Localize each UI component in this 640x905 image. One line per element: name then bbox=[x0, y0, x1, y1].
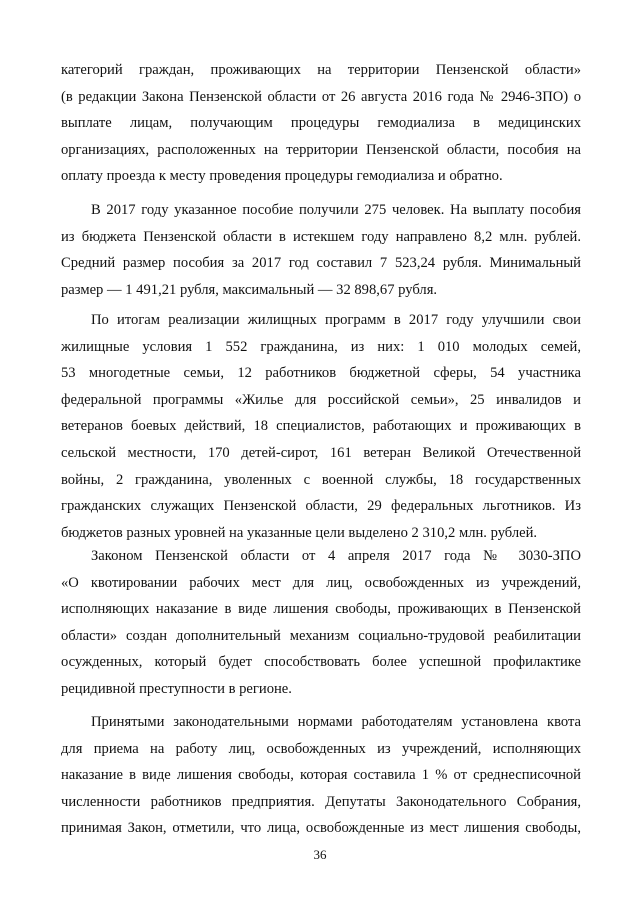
text-line: По итогам реализации жилищных программ в 2017 году улучшили свои bbox=[91, 312, 581, 328]
text-line: сельской местности, 170 детей-сирот, 161 ветеран Великой Отечественной bbox=[61, 444, 581, 461]
text-line: войны, 2 гражданина, уволенных с военной службы, 18 государственных bbox=[61, 471, 581, 488]
text-line: бюджетов разных уровней на указанные цели выделено 2 310,2 млн. рублей. bbox=[61, 524, 538, 541]
paragraph-4 bbox=[61, 543, 581, 703]
text-line: «О квотировании рабочих мест для лиц, освобожденных из учреждений, bbox=[61, 574, 581, 591]
text-line: Средний размер пособия за 2017 год составил 7 523,24 рубля. Минимальный bbox=[61, 255, 581, 272]
text-line: численности работников предприятия. Депутаты Законодательного Собрания, bbox=[61, 793, 581, 810]
paragraph-5 bbox=[61, 709, 581, 842]
paragraph-2 bbox=[61, 197, 581, 303]
text-line: выплате лицам, получающим процедуры гемодиализа в медицинских bbox=[61, 115, 581, 132]
page-number: 36 bbox=[313, 847, 327, 862]
text-line: 53 многодетные семьи, 12 работников бюджетной сферы, 54 участника bbox=[61, 365, 581, 382]
paragraph-3 bbox=[61, 307, 581, 546]
text-line: для приема на работу лиц, освобожденных из учреждений, исполняющих bbox=[61, 740, 581, 757]
text-line: наказание в виде лишения свободы, которая составила 1 % от среднесписочной bbox=[61, 767, 581, 784]
paragraph-1 bbox=[61, 57, 581, 190]
text-line: организациях, расположенных на территории Пензенской области, пособия на bbox=[61, 141, 581, 158]
text-line: Принятыми законодательными нормами работодателям установлена квота bbox=[91, 714, 581, 730]
text-line: принимая Закон, отметили, что лица, освобожденные из мест лишения свободы, bbox=[61, 820, 581, 837]
text-line: области» создан дополнительный механизм социально-трудовой реабилитации bbox=[61, 627, 581, 644]
text-line: оплату проезда к месту проведения процедуры гемодиализа и обратно. bbox=[61, 168, 503, 185]
text-line: рецидивной преступности в регионе. bbox=[61, 680, 292, 697]
text-line: размер — 1 491,21 рубля, максимальный — 32 898,67 рубля. bbox=[61, 281, 438, 298]
text-line: Законом Пензенской области от 4 апреля 2017 года № 3030-ЗПО bbox=[91, 548, 581, 564]
text-line: из бюджета Пензенской области в истекшем году направлено 8,2 млн. рублей. bbox=[61, 228, 581, 245]
text-line: категорий граждан, проживающих на территории Пензенской области» bbox=[61, 62, 581, 78]
text-line: ветеранов боевых действий, 18 специалистов, работающих и проживающих в bbox=[61, 418, 581, 435]
text-line: В 2017 году указанное пособие получили 275 человек. На выплату пособия bbox=[91, 202, 581, 218]
text-line: осужденных, который будет способствовать более успешной профилактике bbox=[61, 654, 581, 671]
text-line: жилищные условия 1 552 гражданина, из них: 1 010 молодых семей, bbox=[61, 338, 581, 355]
text-line: (в редакции Закона Пензенской области от 26 августа 2016 года № 2946-ЗПО) о bbox=[61, 88, 581, 105]
text-line: гражданских служащих Пензенской области, 29 федеральных льготников. Из bbox=[61, 498, 581, 515]
text-line: федеральной программы «Жилье для российской семьи», 25 инвалидов и bbox=[61, 391, 581, 408]
text-line: исполняющих наказание в виде лишения свободы, проживающих в Пензенской bbox=[61, 601, 581, 618]
